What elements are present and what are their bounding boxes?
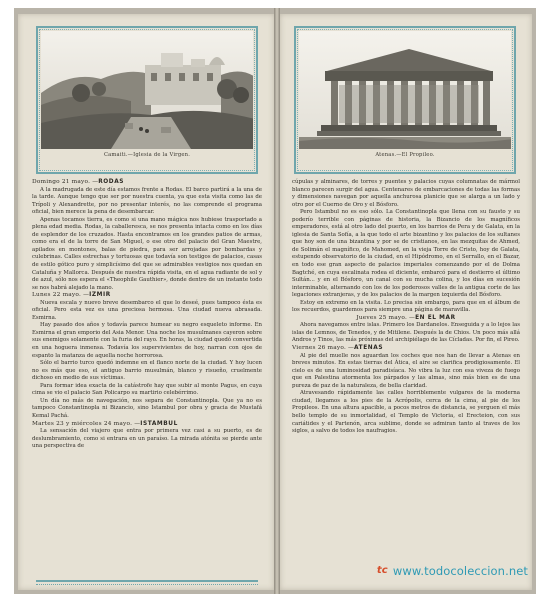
- temple-illustration: [299, 31, 511, 149]
- paragraph: Hay pasado dos años y todavía parece humear su negro esqueleto informe. En Esmirna el gran emporio del Asia Menor. Una noche los musulmanes cayeron sobre sus enemigos solamente con la furia del rayo. En horas, la ciudad quedó convertida en una hoguera inmensa. Todavía los supervivientes de hoy, narran con ojos de espanto la matanza de aquella noche horrorosa.: [32, 322, 262, 359]
- brochure-spread: [14, 8, 536, 594]
- section-heading-atenas: Viernes 26 mayo. —ATENAS: [292, 345, 384, 352]
- section-heading-istambul: Martes 23 y miércoles 24 mayo. —ISTAMBUL: [32, 420, 178, 427]
- temple-photo: [299, 31, 511, 149]
- paragraph: La sensación del viajero que entra por primera vez casi a su puerto, es de deslumbramiento, como si entrara en un paraíso. La mirada atónita se pierde ante una perspectiva de: [32, 428, 262, 450]
- church-illustration: [41, 31, 253, 149]
- left-photo-frame: [36, 26, 258, 174]
- paragraph: Apenas tocamos tierra, es como si una mano mágica nos hubiese trasportado a plena edad media. Rodas, la caballeresca, se nos presenta intacta como en los días de esplendor de los cruzados. Hasta encontramos en los grandes patios de armas, como era el de la torre de San Miguel, o ese otro del palacio del Gran Maestre, apilados en montones, balas de piedra, para ser arrojadas por bombardas y culebrinas. Calles estrechas y tortuosas que todavía son testigos de palacios, casas de estilo gótico puro y simplicísimo del que se admirables vestigios nos quedan en Cataluña y Mallorca. Después de nuestra rápida visita, en el agua radiante de sol y de azul, sólo nos espera el «Theophile Gauthier», donde dentro de un instante todo se nos habrá alejado la mano.: [32, 216, 262, 291]
- paragraph: Ahora navegamos entre islas. Primero los Dardanelos. Enseguida y a lo lejos las islas de Lemnos, de Tenedos, y de Mitilene. Después la de Chios. Un poco más allá Andros y Tinos, las más próximas del archipiélago de las Cícladas. Por fin, el Pireo.: [292, 322, 520, 344]
- paragraph: Un día no más de navegación, nos separa de Constantinopla. Que ya no es tampoco Constantinopla ni Bizancio, sino Istambul por obra y gracia de Mustafá Kemal Pachá.: [32, 397, 262, 419]
- watermark-site: www.todocoleccion.net: [392, 564, 528, 578]
- paragraph: A la madrugada de este día estamos frente a Rodas. El barco partirá a la una de la tarde. Aunque tengo que ser por nuestra cuenta, ya que esta visita como las de Trípoli y Alexandrette, por no presentar interés, no las comprende el programa oficial, bien merece la pena de desembarcar.: [32, 186, 262, 216]
- right-photo-frame: [294, 26, 516, 174]
- right-text-column: [292, 179, 520, 436]
- paragraph: Estoy en extremo en la visita. Lo precisa sin embargo, para que en el álbum de los recuerdos, guardemos para siempre una página de maravilla.: [292, 299, 520, 314]
- paragraph: Atravesando rápidamente las calles horriblemente vulgares de la moderna ciudad, llegamos a los pies de la Acrópolis, cerca de la cima, al pie de los Propileos. En una altura apacible, a pocos metros de distancia, se yerguen el más bello templo de su inmortalidad, el Templo de Victoria, el Erecteion, con sus cariátides y el Partenón, arca sublime, donde se admiran tanto al traves de los siglos, a salvo de todos los naufragios.: [292, 390, 520, 435]
- church-photo: [41, 31, 253, 149]
- paragraph: Pero Istambul no es eso sólo. La Constantinopla que llena con su fausto y su poderío terrible con páginas de historia, la Bizancio de los magníficos emperadores, está al otro lado del puerto, en los barrios de Pera y de Galata, en la iglesia de Santa Sofía, a la que todo el arte bizantino y los palacios de los sultanes que hoy son de una bizantina y por se de cristianos, en las mezquitas de Ahmed, de Solimán el magnífico, de Mahomed, en la vieja Torre de Cristo, hoy de Galata, estupendo observatorio de la ciudad, en el Hipódromo, en el Serrallo, en el Bazar, en todo ese gran aspecto de palacios imperiales comenzando por el de Dolma Bagtché, en cuya escalinata rodea el diciente, embarcó para el destierro el último Sultán... y en el Bósforo, un canal con su mucha colina, y los días en sucesión interminable, alternando con los de los poderosos valles de la antigua corte de las legaciones extranjeras, y de los palacios de la margen izquierda del Bósforo.: [292, 209, 520, 299]
- left-text-column: [32, 179, 262, 451]
- watermark: [375, 564, 528, 578]
- paragraph: cúpulas y alminares, de torres y puentes y palacios cuyas columnatas de mármol blanco parecen surgir del agua. Centenares de embarcaciones de todas las formas y dimensiones navegan por aquella anchurosa planicie que se alarga a un lado y otro por el Cuerno de Oro y el Bósforo.: [292, 179, 520, 208]
- section-heading-izmir: Lunes 22 mayo. —IZMIR: [32, 292, 111, 299]
- left-photo-caption: Camaiti.—Iglesia de la Virgen.: [103, 152, 191, 158]
- section-heading-rodas: Domingo 21 mayo. —RODAS: [32, 179, 125, 185]
- todocoleccion-logo-icon: tc: [376, 565, 388, 576]
- paragraph: Al pie del muelle nos aguardan los coches que nos han de llevar a Atenas en breves minutos. En estas tierras del Ática, el aire se clarifica prodigiosamente. El cielo es de una luminosidad paradisíaca. No vibra la luz con esa viveza de fuego que en Palestina atormenta los párpados y las almas, sino más bien es de una pureza de paz de la naturaleza, de bella claridad.: [292, 352, 520, 389]
- paragraph: Para formar idea exacta de la catástrofe hay que subir al monte Pagus, en cuya cima se vio el palacio San Policarpo su martirio celebérrimo.: [32, 382, 262, 397]
- left-page: [18, 14, 274, 590]
- paragraph: Nueva escala y nuevo breve desembarco el que lo deseé, pues tampoco ésta es oficial. Pero esta vez es una preciosa hermosa. Una ciudad nueva abrasada. Esmirna.: [32, 299, 262, 321]
- paragraph: Sólo el barrio turco quedó indemne en el flanco norte de la ciudad. Y hoy lucen no es más que eso, el antiguo barrio musulmán, blanco y risueño, cruelmente dichoso en medio de sus víctimas.: [32, 360, 262, 382]
- left-bottom-divider: [36, 580, 258, 585]
- section-heading-en-el-mar: Jueves 25 mayo. —EN EL MAR: [356, 314, 456, 321]
- right-photo-caption: Atenas.—El Propileo.: [375, 152, 435, 158]
- right-page: [280, 14, 532, 590]
